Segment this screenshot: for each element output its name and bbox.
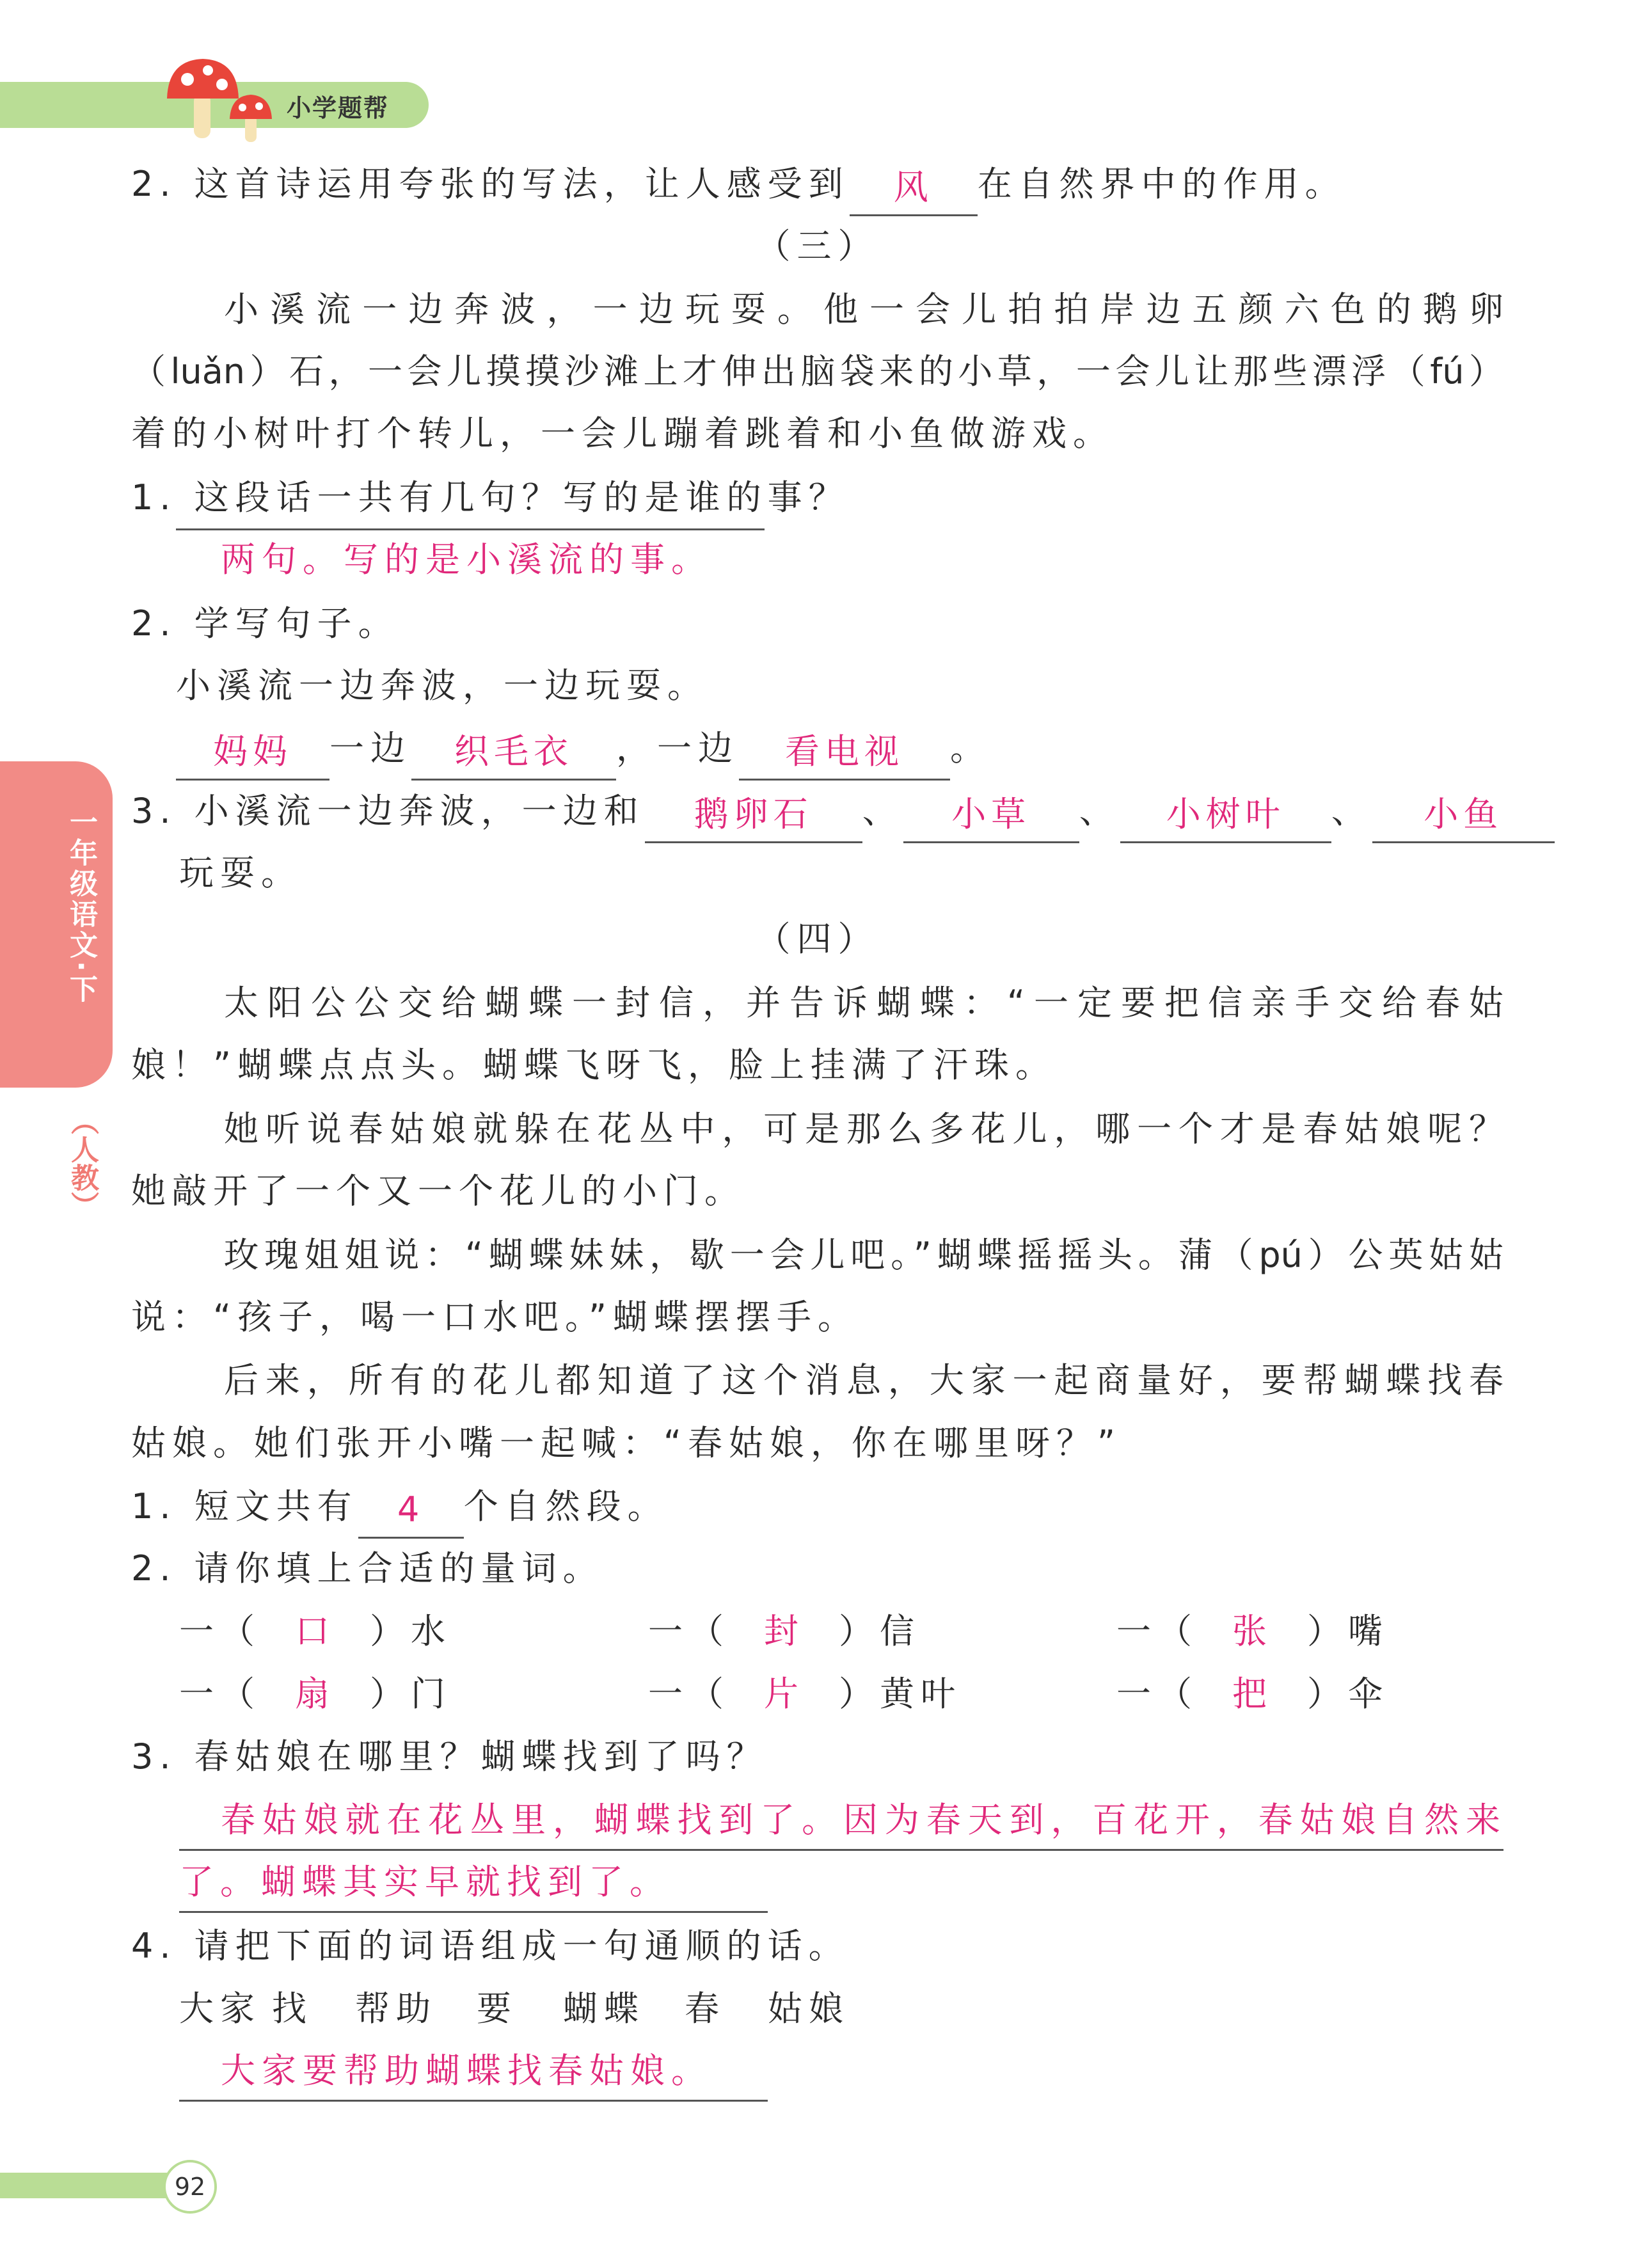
sec3-q3-end: 玩耍。 [179,853,302,893]
sec3-q2: 2. 学写句子。 [131,603,399,644]
measure-item: 一（ 片 ）黄叶 [648,1662,962,1726]
sec3-q2-example: 小溪流一边奔波，一边玩耍。 [176,665,708,706]
word: 帮助 [355,1988,437,2029]
sec3-q3: 3. 小溪流一边奔波，一边和 鹅卵石 、 小草 、 小树叶 、 小鱼 [131,779,1555,843]
page-number: 92 [163,2160,217,2214]
fill-blank[interactable]: 妈妈 [176,726,329,781]
word: 蝴蝶 [563,1988,645,2029]
sec4-p4-line: 姑娘。她们张开小嘴一起喊：“春姑娘，你在哪里呀？” [131,1423,1122,1463]
sec4-q4-answer[interactable]: 大家要帮助蝴蝶找春姑娘。 [221,2050,712,2091]
sec4-q2: 2. 请你填上合适的量词。 [131,1548,604,1589]
sec4-q4: 4. 请把下面的词语组成一句通顺的话。 [131,1926,850,1966]
word: 找 [272,1988,313,2029]
measure-item: 一（ 把 ）伞 [1116,1662,1389,1726]
word: 要 [477,1988,518,2029]
footer-bar [0,2173,186,2198]
sec4-p4-line: 后来，所有的花儿都知道了这个消息，大家一起商量好，要帮蝴蝶找春 [224,1360,1503,1400]
sec3-q1: 1. 这段话一共有几句？写的是谁的事？ [131,477,850,518]
sec4-q1: 1. 短文共有 4 个自然段。 [131,1475,669,1539]
section-4-title: （四） [756,919,879,959]
measure-answer[interactable]: 口 [295,1611,336,1651]
sec4-q3-answer[interactable]: 春姑娘就在花丛里，蝴蝶找到了。因为春天到，百花开，春姑娘自然来 [221,1800,1500,1840]
sec3-p1-line: 小溪流一边奔波，一边玩耍。他一会儿拍拍岸边五颜六色的鹅卵 [224,289,1503,329]
sec4-p1-line: 娘！”蝴蝶点点头。蝴蝶飞呀飞，脸上挂满了汗珠。 [131,1045,1056,1085]
word: 大家 [179,1988,261,2029]
top-q2-answer[interactable]: 风 [850,162,978,216]
sec3-q1-answer[interactable]: 两句。写的是小溪流的事。 [221,539,712,580]
measure-answer[interactable]: 封 [764,1611,805,1651]
measure-answer[interactable]: 把 [1232,1674,1273,1714]
sec4-p2-line: 她敲开了一个又一个花儿的小门。 [131,1171,745,1211]
measure-answer[interactable]: 扇 [295,1674,336,1714]
side-tab-edition: （人教） [66,1107,99,1219]
sec4-p1-line: 太阳公公交给蝴蝶一封信，并告诉蝴蝶：“一定要把信亲手交给春姑 [224,983,1503,1023]
sec4-q3-answer[interactable]: 了。蝴蝶其实早就找到了。 [179,1862,670,1902]
sec3-q2-fill: 妈妈 一边 织毛衣 ，一边 看电视 。 [176,717,991,781]
word: 春 [685,1988,726,2029]
measure-item: 一（ 张 ）嘴 [1116,1599,1389,1663]
sec3-p1-line: 着的小树叶打个转儿，一会儿蹦着跳着和小鱼做游戏。 [131,413,1114,454]
sec4-p3-line: 玫瑰姐姐说：“蝴蝶妹妹，歇一会儿吧。”蝴蝶摇摇头。蒲（pú）公英姑姑 [224,1235,1503,1275]
section-3-title: （三） [756,226,879,266]
sec4-p3-line: 说：“孩子，喝一口水吧。”蝴蝶摆摆手。 [131,1297,859,1337]
measure-item: 一（ 扇 ）门 [179,1662,452,1726]
fill-blank[interactable]: 鹅卵石 [645,789,862,843]
fill-blank[interactable]: 小树叶 [1120,789,1331,843]
word-bank [179,1977,876,2041]
side-tab-grade: 一年级语文·下 [65,807,97,1005]
fill-blank[interactable]: 织毛衣 [411,726,616,781]
top-q2: 2. 这首诗运用夸张的写法，让人感受到 风 在自然界中的作用。 [131,152,1346,216]
measure-item: 一（ 封 ）信 [648,1599,921,1663]
fill-blank[interactable]: 小草 [903,789,1079,843]
measure-answer[interactable]: 张 [1232,1611,1273,1651]
fill-blank[interactable]: 4 [358,1484,464,1539]
sec4-q3: 3. 春姑娘在哪里？蝴蝶找到了吗？ [131,1736,768,1777]
sec4-p2-line: 她听说春姑娘就躲在花丛中，可是那么多花儿，哪一个才是春姑娘呢？ [224,1109,1503,1149]
fill-blank[interactable]: 小鱼 [1372,789,1555,843]
fill-blank[interactable]: 看电视 [739,726,950,781]
sec3-p1-line: （luǎn）石，一会儿摸摸沙滩上才伸出脑袋来的小草，一会儿让那些漂浮（fú） [131,351,1503,392]
measure-item: 一（ 口 ）水 [179,1599,452,1663]
measure-answer[interactable]: 片 [764,1674,805,1714]
brand-title: 小学题帮 [287,94,390,122]
content [131,0,1503,2111]
word: 姑娘 [768,1988,850,2029]
